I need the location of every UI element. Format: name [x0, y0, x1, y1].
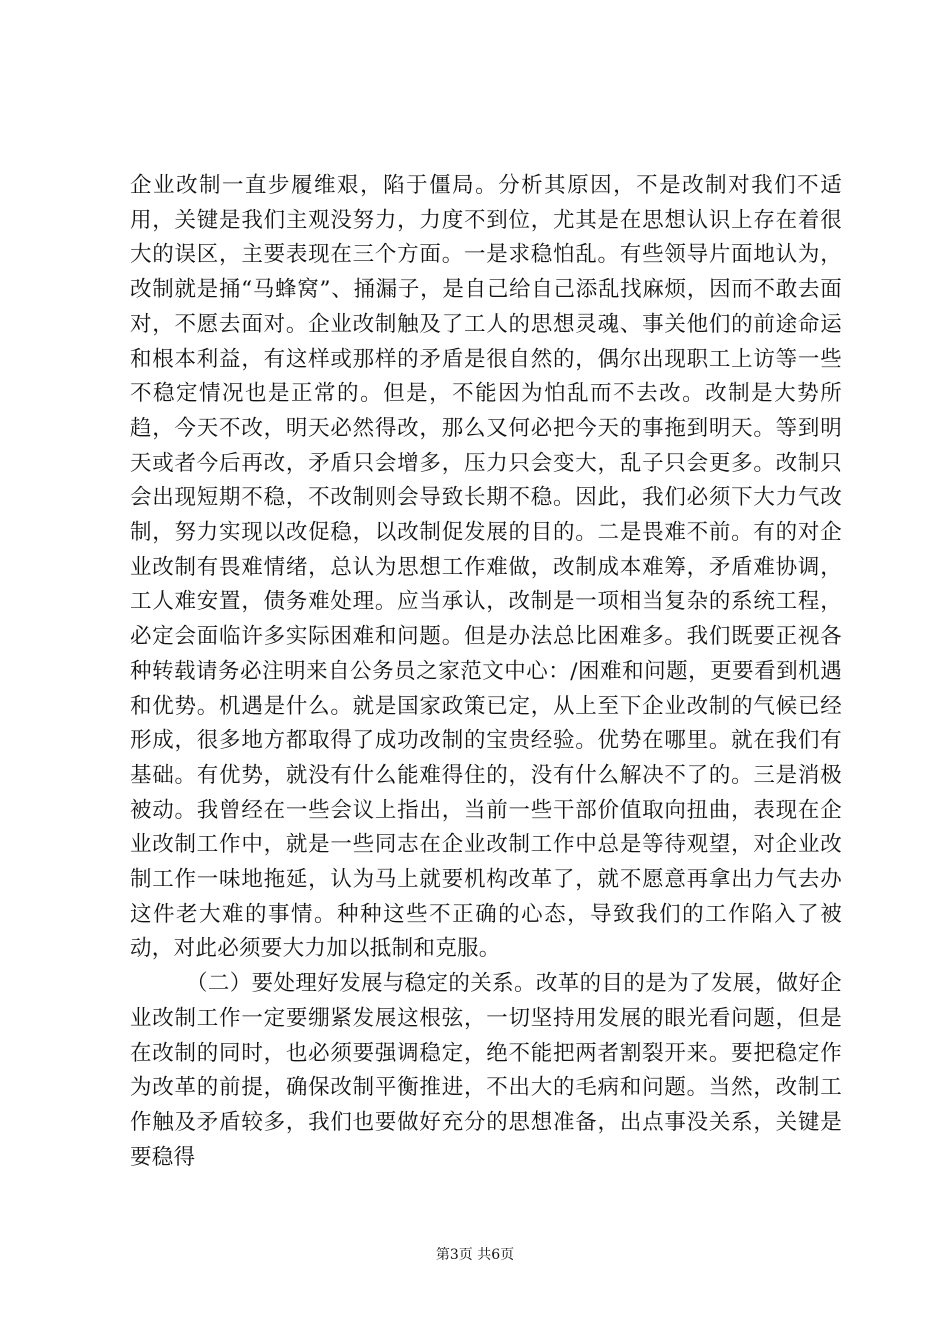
page-footer: 第3页 共6页 — [435, 1247, 515, 1263]
paragraph-1: 企业改制一直步履维艰，陷于僵局。分析其原因，不是改制对我们不适用，关键是我们主观没努力，力度不到位，尤其是在思想认识上存在着很大的误区，主要表现在三个方面。一是求稳怕乱。有些领导片面地认为，改制就是捅“马蜂窝”、捅漏子，是自己给自己添乱找麻烦，因而不敢去面对，不愿去面对。企业改制触及了工人的思想灵魂、事关他们的前途命运和根本利益，有这样或那样的矛盾是很自然的，偶尔出现职工上访等一些不稳定情况也是正常的。但是，不能因为怕乱而不去改。改制是大势所趋，今天不改，明天必然得改，那么又何必把今天的事拖到明天。等到明天或者今后再改，矛盾只会增多，压力只会变大，乱子只会更多。改制只会出现短期不稳，不改制则会导致长期不稳。因此，我们必须下大力气改制，努力实现以改促稳，以改制促发展的目的。二是畏难不前。有的对企业改制有畏难情绪，总认为思想工作难做，改制成本难筹，矛盾难协调，工人难安置，债务难处理。应当承认，改制是一项相当复杂的系统工程，必定会面临许多实际困难和问题。但是办法总比困难多。我们既要正视各种转载请务必注明来自公务员之家范文中心：/困难和问题，更要看到机遇和优势。机遇是什么。就是国家政策已定，从上至下企业改制的气候已经形成，很多地方都取得了成功改制的宝贵经验。优势在哪里。就在我们有基础。有优势，就没有什么能难得住的，没有什么解决不了的。三是消极被动。我曾经在一些会议上指出，当前一些干部价值取向扭曲，表现在企业改制工作中，就是一些同志在企业改制工作中总是等待观望，对企业改制工作一味地拖延，认为马上就要机构改革了，就不愿意再拿出力气去办这件老大难的事情。种种这些不正确的心态，导致我们的工作陷入了被动，对此必须要大力加以抵制和克服。 — [130, 173, 842, 962]
body-text — [130, 169, 842, 1175]
paragraph-2: （二）要处理好发展与稳定的关系。改革的目的是为了发展，做好企业改制工作一定要绷紧发展这根弦，一切坚持用发展的眼光看问题，但是在改制的同时，也必须要强调稳定，绝不能把两者割裂开来。要把稳定作为改革的前提，确保改制平衡推进，不出大的毛病和问题。当然，改制工作触及矛盾较多，我们也要做好充分的思想准备，出点事没关系，关键是要稳得 — [130, 971, 842, 1170]
